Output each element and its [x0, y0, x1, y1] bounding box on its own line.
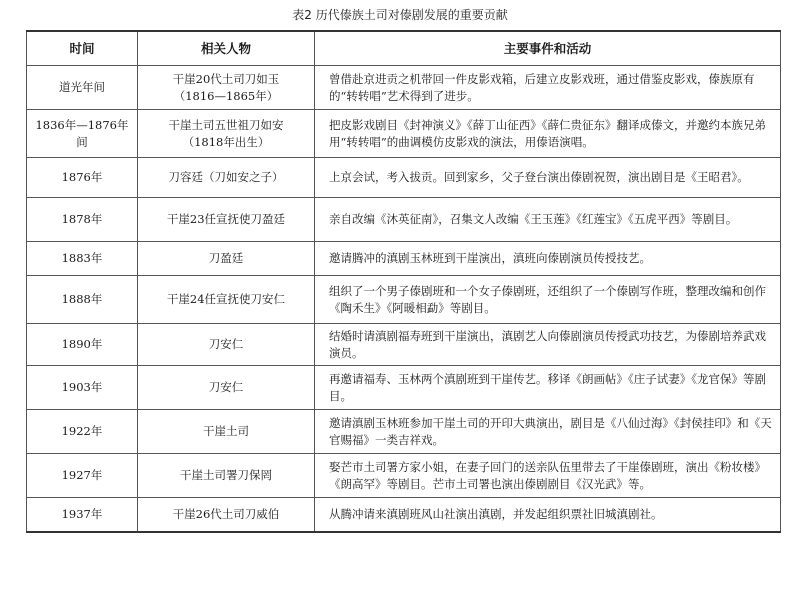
table-row: [27, 454, 781, 498]
cell-event: 娶芒市土司署方家小姐，在妻子回门的送亲队伍里带去了干崖傣剧班，演出《粉妆楼》《朗高罕》等剧目。芒市土司署也演出傣剧剧目《汉光武》等。: [315, 454, 781, 498]
person-line: 干崖20代土司刀如玉: [172, 71, 280, 86]
cell-time: 1878年: [27, 198, 138, 242]
table-header-row: [27, 31, 781, 66]
header-person: 相关人物: [138, 31, 315, 66]
table-row: [27, 198, 781, 242]
table-row: [27, 158, 781, 198]
cell-time: 1876年: [27, 158, 138, 198]
person-line: （1816—1865年）: [173, 88, 279, 103]
cell-event: 再邀请福寿、玉林两个滇剧班到干崖传艺。移译《朗画帖》《庄子试妻》《龙官保》等剧目。: [315, 366, 781, 410]
person-line: 刀容廷（刀如安之子）: [168, 170, 284, 184]
cell-time: 1922年: [27, 410, 138, 454]
person-line: 干崖24任宣抚使刀安仁: [166, 292, 286, 306]
person-line: （1818年出生）: [182, 134, 270, 149]
cell-time: 1927年: [27, 454, 138, 498]
cell-time: 1903年: [27, 366, 138, 410]
cell-person: [138, 66, 315, 110]
header-event: 主要事件和活动: [315, 31, 781, 66]
person-line: 干崖土司署刀保罔: [180, 468, 272, 482]
cell-person: [138, 110, 315, 158]
header-time: 时间: [27, 31, 138, 66]
table-row: [27, 366, 781, 410]
cell-event: 结婚时请滇剧福寿班到干崖演出，滇剧艺人向傣剧演员传授武功技艺，为傣剧培养武戏演员。: [315, 324, 781, 366]
person-line: 干崖土司: [203, 424, 249, 438]
table-row: [27, 110, 781, 158]
table-row: [27, 276, 781, 324]
cell-time: 1883年: [27, 242, 138, 276]
cell-event: 从腾冲请来滇剧班风山社演出滇剧，并发起组织票社旧城滇剧社。: [315, 498, 781, 532]
cell-person: [138, 242, 315, 276]
cell-time: 1836年—1876年间: [27, 110, 138, 158]
cell-person: [138, 454, 315, 498]
cell-person: [138, 410, 315, 454]
cell-event: 上京会试，考入拔贡。回到家乡，父子登台演出傣剧祝贺，演出剧目是《王昭君》。: [315, 158, 781, 198]
person-line: 干崖23任宣抚使刀盈廷: [166, 212, 286, 226]
cell-person: [138, 198, 315, 242]
table-row: [27, 498, 781, 532]
table-row: [27, 66, 781, 110]
person-line: 干崖土司五世祖刀如安: [168, 117, 284, 132]
person-line: 刀安仁: [208, 337, 244, 351]
cell-time: 1888年: [27, 276, 138, 324]
contributions-table: [26, 30, 781, 533]
cell-person: [138, 276, 315, 324]
cell-event: 邀请腾冲的滇剧玉林班到干崖演出，滇班向傣剧演员传授技艺。: [315, 242, 781, 276]
cell-event: 邀请滇剧玉林班参加干崖土司的开印大典演出，剧目是《八仙过海》《封侯挂印》和《天官赐福》一类吉祥戏。: [315, 410, 781, 454]
cell-time: 道光年间: [27, 66, 138, 110]
cell-person: [138, 324, 315, 366]
cell-person: [138, 366, 315, 410]
table-caption: 表2 历代傣族土司对傣剧发展的重要贡献: [292, 8, 508, 22]
cell-event: 把皮影戏剧目《封神演义》《薛丁山征西》《薛仁贵征东》翻译成傣文，并邀约本族兄弟用“转转唱”的曲调模仿皮影戏的演法，用傣语演唱。: [315, 110, 781, 158]
cell-time: 1937年: [27, 498, 138, 532]
person-line: 刀盈廷: [208, 251, 244, 265]
cell-person: [138, 158, 315, 198]
cell-person: [138, 498, 315, 532]
cell-event: 组织了一个男子傣剧班和一个女子傣剧班，还组织了一个傣剧写作班，整理改编和创作《陶禾生》《阿暖相勐》等剧目。: [315, 276, 781, 324]
person-line: 刀安仁: [208, 380, 244, 394]
table-row: [27, 410, 781, 454]
cell-time: 1890年: [27, 324, 138, 366]
table-row: [27, 324, 781, 366]
person-line: 干崖26代土司刀威伯: [172, 506, 280, 521]
cell-event: 曾借赴京进贡之机带回一件皮影戏箱，后建立皮影戏班，通过借鉴皮影戏，傣族原有的“转转唱”艺术得到了进步。: [315, 66, 781, 110]
table-row: [27, 242, 781, 276]
cell-event: 亲自改编《沐英征南》，召集文人改编《王玉莲》《红莲宝》《五虎平西》等剧目。: [315, 198, 781, 242]
